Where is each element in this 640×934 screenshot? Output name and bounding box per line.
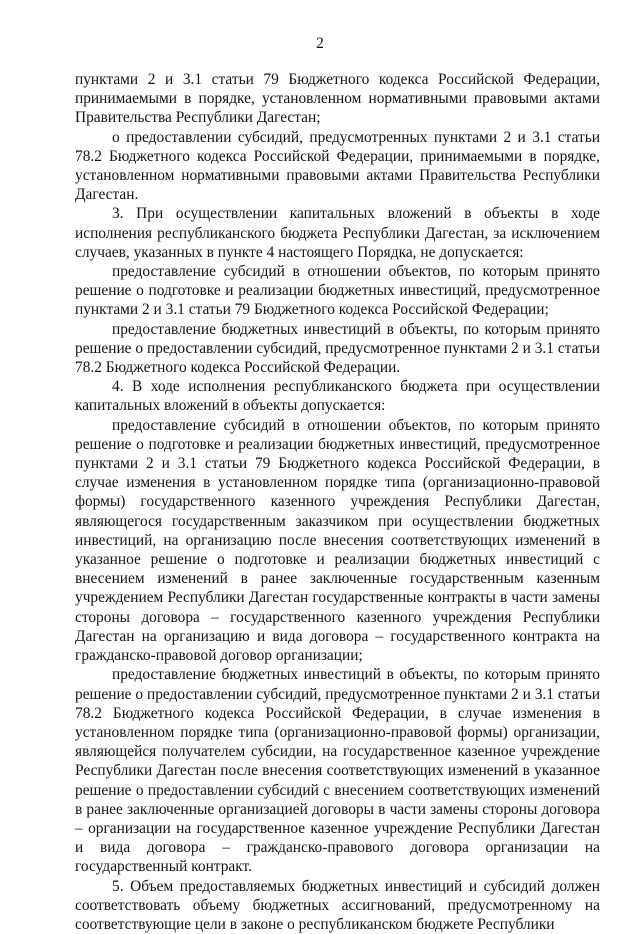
paragraph-item-5: 5. Объем предоставляемых бюджетных инвестиций и субсидий должен соответствовать объему бюджетных ассигнований, предусмотренному на соответствующие цели в законе о республиканском бюджете Республики: [75, 877, 600, 933]
paragraph-item-3: 3. При осуществлении капитальных вложений в объекты в ходе исполнения республиканского бюджета Республики Дагестан, за исключением случаев, указанных в пункте 4 настоящего Порядка, не допускается:: [75, 205, 600, 261]
paragraph-item-4-subsidies: предоставление субсидий в отношении объектов, по которым принято решение о подготовке и реализации бюджетных инвестиций, предусмотренное пунктами 2 и 3.1 статьи 79 Бюджетного кодекса Российской Федерации, в случае изменения в установленном порядке типа (организационно-правовой формы) государственного казенного учреждения Республики Дагестан, являющегося государственным заказчиком при осуществлении бюджетных инвестиций, на организацию после внесения соответствующих изменений в указанное решение о подготовке и реализации бюджетных инвестиций с внесением изменений в ранее заключенные государственным казенным учреждением Республики Дагестан государственные контракты в части замены стороны договора – государственного казенного учреждения Республики Дагестан на организацию и вида договора – государственного контракта на гражданско-правовой договор организации;: [75, 416, 600, 665]
document-body: [75, 70, 600, 934]
paragraph-item-4: 4. В ходе исполнения республиканского бюджета при осуществлении капитальных вложений в объекты допускается:: [75, 378, 600, 415]
page-number: 2: [316, 35, 324, 52]
paragraph-item-3-subsidies: предоставление субсидий в отношении объектов, по которым принято решение о подготовке и реализации бюджетных инвестиций, предусмотренное пунктами 2 и 3.1 статьи 79 Бюджетного кодекса Российской Федерации;: [75, 263, 600, 319]
paragraph-item-3-investments: предоставление бюджетных инвестиций в объекты, по которым принято решение о предоставлении субсидий, предусмотренное пунктами 2 и 3.1 статьи 78.2 Бюджетного кодекса Российской Федерации.: [75, 320, 600, 377]
paragraph-continuation: пунктами 2 и 3.1 статьи 79 Бюджетного кодекса Российской Федерации, принимаемыми в порядке, установленном нормативными правовыми актами Правительства Республики Дагестан;: [75, 71, 600, 127]
paragraph-item-4-investments: предоставление бюджетных инвестиций в объекты, по которым принято решение о предоставлении субсидий, предусмотренное пунктами 2 и 3.1 статьи 78.2 Бюджетного кодекса Российской Федерации, в случае изменения в установленном порядке типа (организационно-правовой формы) организации, являющейся получателем субсидии, на государственное казенное учреждение Республики Дагестан после внесения соответствующих изменений в указанное решение о предоставлении субсидий с внесением соответствующих изменений в ранее заключенные организацией договоры в части замены стороны договора – организации на государственное казенное учреждение Республики Дагестан и вида договора – гражданско-правового договора организации на государственный контракт.: [75, 666, 600, 876]
paragraph-subsidies-decision: о предоставлении субсидий, предусмотренных пунктами 2 и 3.1 статьи 78.2 Бюджетного кодекса Российской Федерации, принимаемыми в порядке, установленном нормативными правовыми актами Правительства Республики Дагестан.: [75, 128, 600, 204]
